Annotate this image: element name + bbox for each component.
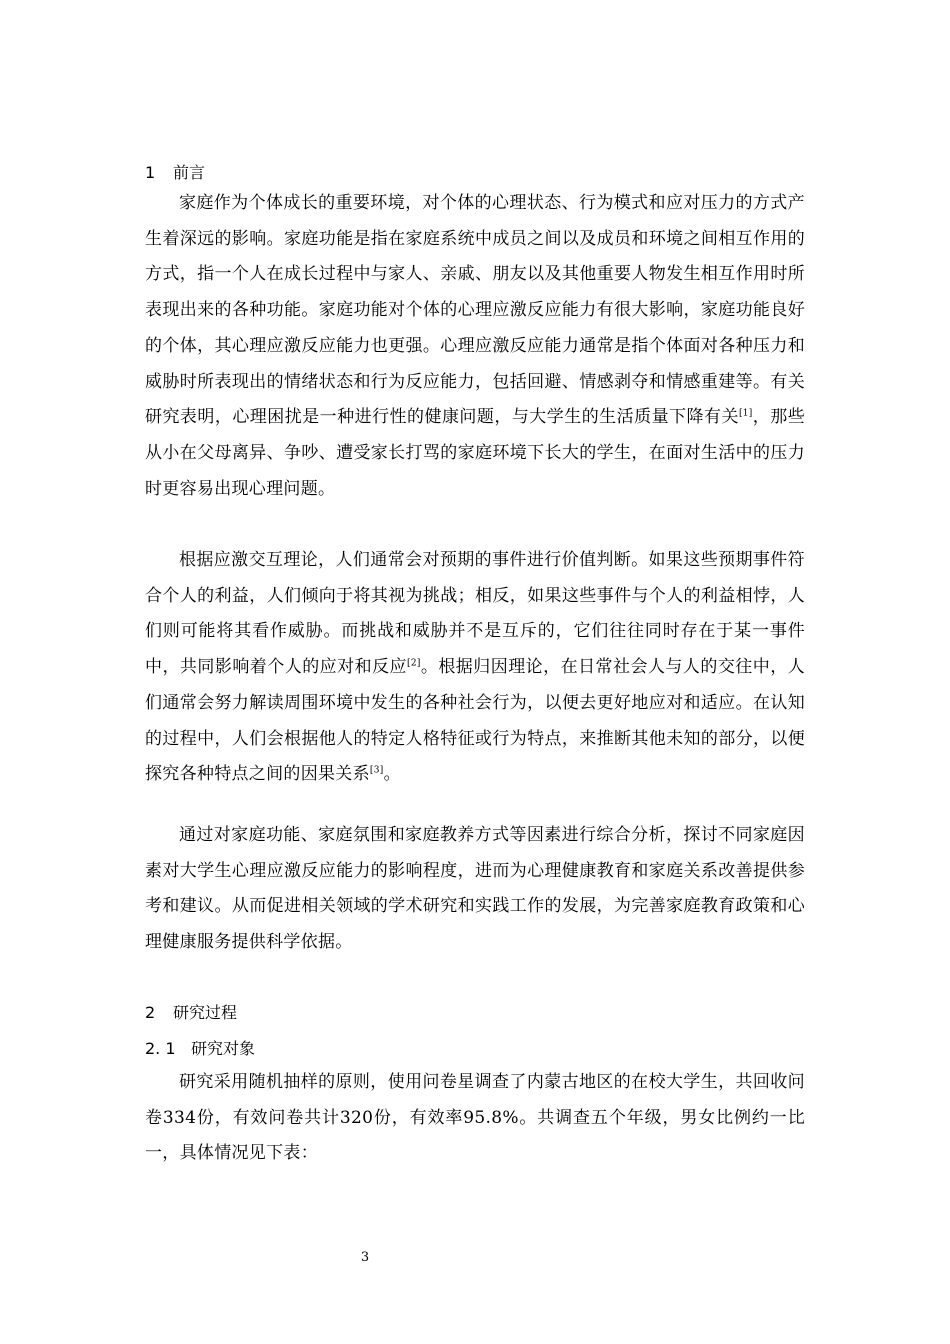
citation-ref: [1] (738, 408, 753, 419)
section-number: 2 (145, 1003, 156, 1022)
paragraph-intro-3: 通过对家庭功能、家庭氛围和家庭教养方式等因素进行综合分析，探讨不同家庭因素对大学生心理应激反应能力的影响程度，进而为心理健康教育和家庭关系改善提供参考和建议。从而促进相关领域的学术研究和实践工作的发展，为完善家庭教育政策和心理健康服务提供科学依据。 (145, 825, 805, 953)
paragraph-text: 。根据归因理论，在日常社会人与人的交往中，人们通常会努力解读周围环境中发生的各种社会行为，以便去更好地应对和适应。在认知的过程中，人们会根据他人的特定人格特征或行为特点，来推断其他未知的部分，以便探究各种特点之间的因果关系 (145, 657, 805, 785)
paragraph-text: ，那些从小在父母离异、争吵、遭受家长打骂的家庭环境下长大的学生，在面对生活中的压力时更容易出现心理问题。 (145, 407, 805, 499)
page-number: 3 (360, 1250, 370, 1265)
paragraph-text: 家庭作为个体成长的重要环境，对个体的心理状态、行为模式和应对压力的方式产生着深远的影响。家庭功能是指在家庭系统中成员之间以及成员和环境之间相互作用的方式，指一个人在成长过程中与家人、亲戚、朋友以及其他重要人物发生相互作用时所表现出来的各种功能。家庭功能对个体的心理应激反应能力有很大影响，家庭功能良好的个体，其心理应激反应能力也更强。心理应激反应能力通常是指个体面对各种压力和威胁时所表现出的情绪状态和行为反应能力，包括回避、情感剥夺和情感重建等。有关研究表明，心理困扰是一种进行性的健康问题，与大学生的生活质量下降有关 (145, 193, 805, 428)
subsection-number: 2. 1 (145, 1039, 176, 1058)
section-heading-2 (145, 1000, 237, 1023)
paragraph-research-subjects: 研究采用随机抽样的原则，使用问卷星调查了内蒙古地区的在校大学生，共回收问卷334份，有效问卷共计320份，有效率95.8%。共调查五个年级，男女比例约一比一，具体情况见下表： (145, 1072, 805, 1164)
section-number: 1 (145, 163, 156, 182)
section-heading-1 (145, 160, 205, 183)
paragraph-intro-2 (145, 543, 805, 793)
citation-ref: [3] (369, 765, 384, 776)
subsection-heading-2-1 (145, 1036, 255, 1059)
citation-ref: [2] (407, 658, 421, 669)
subsection-title: 研究对象 (191, 1039, 256, 1058)
section-title: 前言 (173, 163, 206, 182)
paragraph-intro-1 (145, 186, 805, 507)
paragraph-text: 根据应激交互理论，人们通常会对预期的事件进行价值判断。如果这些预期事件符合个人的利益，人们倾向于将其视为挑战；相反，如果这些事件与个人的利益相悖，人们则可能将其看作威胁。而挑战和威胁并不是互斥的，它们往往同时存在于某一事件中，共同影响着个人的应对和反应 (145, 550, 805, 678)
paragraph-text: 。 (383, 764, 401, 785)
section-title: 研究过程 (173, 1003, 238, 1022)
